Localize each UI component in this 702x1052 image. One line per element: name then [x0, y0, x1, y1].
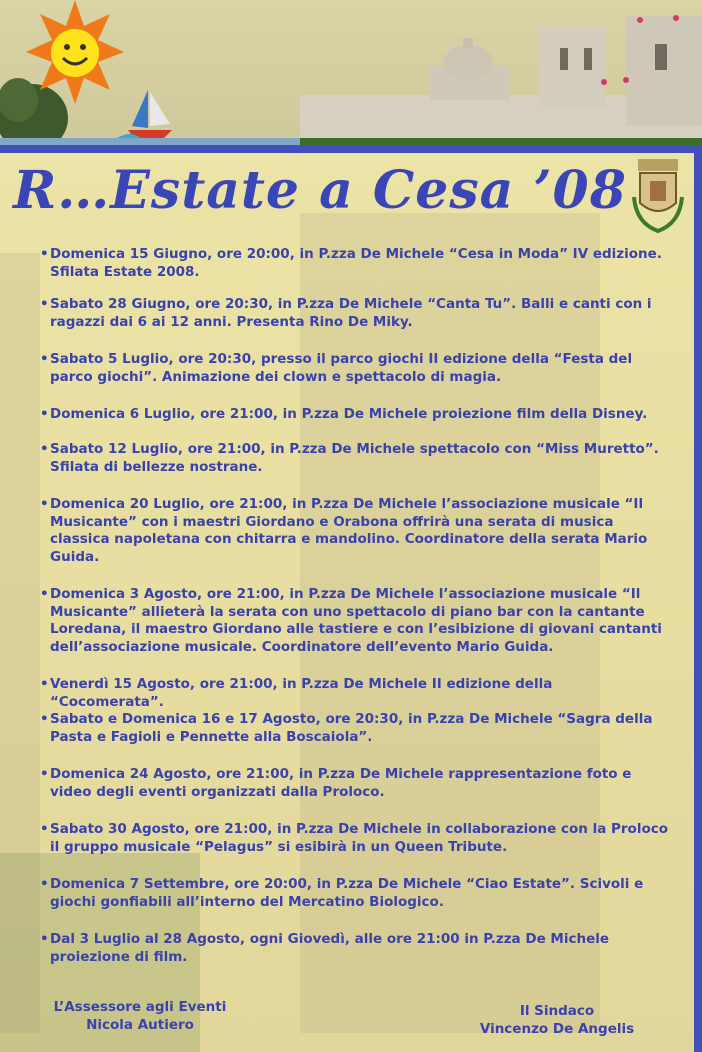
signature-name: Vincenzo De Angelis — [479, 1021, 635, 1037]
event-item: • Domenica 7 Settembre, ore 20:00, in P.zza De Michele “Ciao Estate”. Scivoli e giochi gonfiabili all’interno del Mercatino Biologico. — [40, 876, 670, 911]
event-item: • Domenica 3 Agosto, ore 21:00, in P.zza De Michele l’associazione musicale “Il Musicante” allieterà la serata con uno spettacolo di piano bar con la cantante Loredana, il maestro Giordano alle tastiere e con l’esibizione di giovani cantanti dell’associazione musicale. Coordinatore dell’evento Mario Guida. — [40, 586, 670, 656]
event-item: • Venerdì 15 Agosto, ore 21:00, in P.zza De Michele II edizione della “Cocomerata”. — [40, 676, 670, 711]
top-frame — [0, 145, 702, 153]
signature-sindaco — [462, 1002, 652, 1038]
right-frame — [694, 150, 702, 1052]
event-item: • Domenica 24 Agosto, ore 21:00, in P.zza De Michele rappresentazione foto e video degli eventi organizzati dalla Proloco. — [40, 766, 670, 801]
event-item: • Domenica 6 Luglio, ore 21:00, in P.zza De Michele proiezione film della Disney. — [40, 406, 670, 424]
event-item: • Sabato 5 Luglio, ore 20:30, presso il parco giochi II edizione della “Festa del parco giochi”. Animazione dei clown e spettacolo di magia. — [40, 351, 670, 386]
crest-icon — [630, 157, 686, 235]
signature-role: Il Sindaco — [519, 1003, 595, 1019]
event-item: • Sabato 30 Agosto, ore 21:00, in P.zza De Michele in collaborazione con la Proloco il gruppo musicale “Pelagus” si esibirà in un Queen Tribute. — [40, 821, 670, 856]
signature-assessore — [30, 998, 250, 1034]
sailboat-icon — [118, 90, 172, 140]
signature-name: Nicola Autiero — [86, 1017, 194, 1033]
event-item: • Sabato e Domenica 16 e 17 Agosto, ore 20:30, in P.zza De Michele “Sagra della Pasta e Fagioli e Pennette alla Boscaiola”. — [40, 711, 670, 746]
event-item: • Domenica 20 Luglio, ore 21:00, in P.zza De Michele l’associazione musicale “Il Musicante” con i maestri Giordano e Orabona offrirà una serata di musica classica napoletana con chitarra e mandolino. Coordinatore della serata Mario Guida. — [40, 496, 670, 566]
event-item: • Sabato 28 Giugno, ore 20:30, in P.zza De Michele “Canta Tu”. Balli e canti con i ragazzi dai 6 ai 12 anni. Presenta Rino De Miky. — [40, 296, 670, 331]
poster-title: R…Estate a Cesa ’08 — [13, 160, 627, 221]
header-scene — [0, 0, 702, 148]
event-item: • Sabato 12 Luglio, ore 21:00, in P.zza De Michele spettacolo con “Miss Muretto”. Sfilata di bellezze nostrane. — [40, 441, 670, 476]
header-illustration — [0, 0, 702, 148]
event-item: • Domenica 15 Giugno, ore 20:00, in P.zza De Michele “Cesa in Moda” IV edizione. Sfilata Estate 2008. — [40, 246, 670, 281]
event-item: • Dal 3 Luglio al 28 Agosto, ogni Giovedì, alle ore 21:00 in P.zza De Michele proiezione di film. — [40, 931, 670, 966]
sun-icon — [26, 0, 124, 104]
signature-role: L’Assessore agli Eventi — [53, 999, 227, 1015]
